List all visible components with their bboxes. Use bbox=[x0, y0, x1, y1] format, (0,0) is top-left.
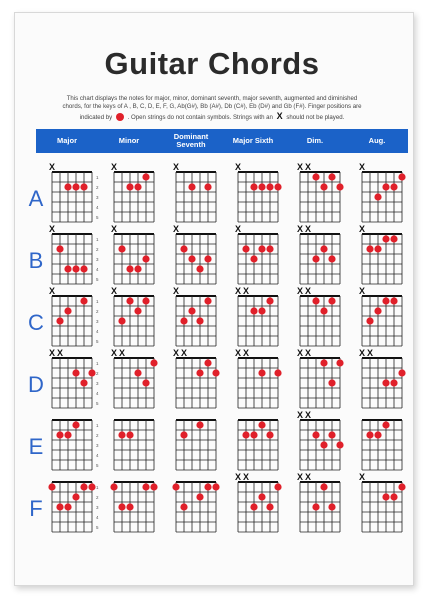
fret-number: 3 bbox=[96, 505, 99, 510]
mute-x-icon: X bbox=[110, 224, 118, 234]
fret-number: 1 bbox=[96, 237, 99, 242]
finger-dot bbox=[196, 265, 203, 272]
finger-dot bbox=[250, 255, 257, 262]
mute-x-icon: X bbox=[358, 348, 366, 358]
fret-number: 3 bbox=[96, 195, 99, 200]
finger-dot bbox=[390, 379, 397, 386]
finger-dot bbox=[126, 431, 133, 438]
finger-dot bbox=[196, 493, 203, 500]
finger-dot bbox=[250, 183, 257, 190]
mute-x-icon: X bbox=[180, 348, 188, 358]
finger-dot bbox=[266, 183, 273, 190]
finger-dot bbox=[80, 183, 87, 190]
finger-dot bbox=[242, 245, 249, 252]
finger-dot bbox=[196, 317, 203, 324]
finger-dot bbox=[374, 245, 381, 252]
mute-x-icon: X bbox=[172, 348, 180, 358]
mute-x-icon: X bbox=[304, 162, 312, 172]
row-label-f: F bbox=[29, 496, 43, 521]
finger-dot bbox=[266, 503, 273, 510]
mute-x-icon: X bbox=[304, 410, 312, 420]
finger-dot bbox=[204, 483, 211, 490]
finger-dot bbox=[64, 431, 71, 438]
finger-dot bbox=[204, 255, 211, 262]
finger-dot bbox=[320, 441, 327, 448]
page-title: Guitar Chords bbox=[104, 46, 320, 81]
mute-x-icon: X bbox=[110, 348, 118, 358]
column-header-aug: Aug. bbox=[368, 136, 386, 145]
fret-number: 1 bbox=[96, 361, 99, 366]
row-label-a: A bbox=[28, 186, 44, 211]
mute-x-icon: X bbox=[234, 162, 242, 172]
description-line-3b: . Open strings do not contain symbols. Strings with an bbox=[127, 113, 273, 121]
fret-number: 4 bbox=[96, 453, 99, 458]
fret-number: 3 bbox=[96, 319, 99, 324]
finger-dot bbox=[312, 503, 319, 510]
finger-dot bbox=[328, 297, 335, 304]
finger-dot bbox=[64, 307, 71, 314]
finger-dot bbox=[390, 297, 397, 304]
finger-dot bbox=[88, 483, 95, 490]
finger-dot bbox=[118, 317, 125, 324]
finger-dot bbox=[56, 431, 63, 438]
finger-dot bbox=[204, 183, 211, 190]
finger-dot bbox=[258, 307, 265, 314]
mute-x-icon: X bbox=[358, 286, 366, 296]
finger-dot bbox=[72, 265, 79, 272]
finger-dot bbox=[180, 317, 187, 324]
finger-dot bbox=[150, 359, 157, 366]
fret-number: 4 bbox=[96, 329, 99, 334]
finger-dot bbox=[64, 265, 71, 272]
fret-number: 2 bbox=[96, 309, 99, 314]
finger-dot bbox=[312, 173, 319, 180]
mute-x-icon: X bbox=[304, 348, 312, 358]
mute-x-icon: X bbox=[358, 472, 366, 482]
fret-number: 4 bbox=[96, 205, 99, 210]
finger-dot bbox=[382, 421, 389, 428]
finger-dot bbox=[390, 493, 397, 500]
fret-number: 2 bbox=[96, 247, 99, 252]
finger-dot bbox=[56, 317, 63, 324]
finger-dot bbox=[390, 183, 397, 190]
fret-number: 2 bbox=[96, 495, 99, 500]
fret-number: 5 bbox=[96, 463, 99, 468]
mute-x-icon: X bbox=[110, 162, 118, 172]
mute-x-icon: X bbox=[296, 348, 304, 358]
finger-dot bbox=[398, 369, 405, 376]
column-header-dim: Dim. bbox=[306, 136, 324, 145]
finger-dot bbox=[126, 183, 133, 190]
column-header-minor: Minor bbox=[118, 136, 140, 145]
finger-dot bbox=[250, 503, 257, 510]
row-label-d: D bbox=[28, 372, 44, 397]
fret-number: 4 bbox=[96, 391, 99, 396]
mute-x-icon: X bbox=[242, 286, 250, 296]
finger-dot bbox=[336, 183, 343, 190]
finger-dot bbox=[266, 431, 273, 438]
finger-dot bbox=[382, 493, 389, 500]
mute-x-icon: X bbox=[304, 224, 312, 234]
finger-dot bbox=[204, 297, 211, 304]
finger-dot bbox=[212, 483, 219, 490]
mute-x-icon: X bbox=[56, 348, 64, 358]
finger-dot bbox=[150, 483, 157, 490]
row-label-e: E bbox=[28, 434, 44, 459]
mute-x-icon: X bbox=[172, 224, 180, 234]
description-line-1: This chart displays the notes for major, minor, dominant seventh, major seventh, augmented and diminished bbox=[66, 95, 358, 102]
fret-number: 1 bbox=[96, 423, 99, 428]
mute-x-icon: X bbox=[358, 224, 366, 234]
fret-number: 1 bbox=[96, 175, 99, 180]
finger-dot bbox=[320, 183, 327, 190]
finger-dot bbox=[382, 235, 389, 242]
finger-dot bbox=[80, 379, 87, 386]
column-header-major-sixth: Major Sixth bbox=[232, 136, 274, 145]
finger-dot bbox=[64, 183, 71, 190]
mute-x-icon: X bbox=[366, 348, 374, 358]
mute-x-icon: X bbox=[304, 472, 312, 482]
mute-x-icon: X bbox=[172, 162, 180, 172]
row-label-c: C bbox=[28, 310, 44, 335]
finger-dot bbox=[142, 297, 149, 304]
finger-dot bbox=[312, 255, 319, 262]
finger-dot bbox=[72, 183, 79, 190]
finger-dot bbox=[328, 379, 335, 386]
fret-number: 1 bbox=[96, 485, 99, 490]
mute-x-icon: X bbox=[296, 472, 304, 482]
fret-number: 3 bbox=[96, 257, 99, 262]
finger-dot bbox=[188, 255, 195, 262]
mute-x-icon: X bbox=[358, 162, 366, 172]
finger-dot bbox=[312, 431, 319, 438]
mute-x-icon: X bbox=[48, 286, 56, 296]
finger-dot bbox=[118, 503, 125, 510]
finger-dot bbox=[118, 431, 125, 438]
mute-x-icon: X bbox=[276, 110, 283, 121]
mute-x-icon: X bbox=[48, 348, 56, 358]
finger-dot bbox=[258, 245, 265, 252]
finger-dot bbox=[250, 307, 257, 314]
fret-number: 5 bbox=[96, 525, 99, 530]
finger-dot bbox=[134, 307, 141, 314]
fret-number: 5 bbox=[96, 401, 99, 406]
finger-dot bbox=[142, 173, 149, 180]
mute-x-icon: X bbox=[234, 286, 242, 296]
mute-x-icon: X bbox=[242, 348, 250, 358]
finger-dot bbox=[320, 307, 327, 314]
finger-dot bbox=[320, 483, 327, 490]
description-line-3a: indicated by bbox=[79, 113, 113, 121]
fret-number: 5 bbox=[96, 339, 99, 344]
fret-number: 3 bbox=[96, 381, 99, 386]
finger-dot bbox=[126, 265, 133, 272]
finger-dot bbox=[366, 431, 373, 438]
finger-dot bbox=[126, 503, 133, 510]
finger-dot bbox=[180, 245, 187, 252]
finger-dot bbox=[118, 245, 125, 252]
finger-dot bbox=[374, 307, 381, 314]
description-line-2: chords, for the keys of A , B, C, D, E, F, G, Ab(G#), Bb (A#), Db (C#), Eb (D#) and Gb (F#). Finger positions are bbox=[62, 103, 362, 111]
finger-dot bbox=[390, 235, 397, 242]
finger-dot bbox=[382, 297, 389, 304]
finger-dot bbox=[48, 483, 55, 490]
finger-dot bbox=[88, 369, 95, 376]
fret-number: 4 bbox=[96, 267, 99, 272]
mute-x-icon: X bbox=[242, 472, 250, 482]
mute-x-icon: X bbox=[296, 410, 304, 420]
finger-dot bbox=[188, 183, 195, 190]
finger-dot bbox=[328, 173, 335, 180]
mute-x-icon: X bbox=[296, 162, 304, 172]
column-header-dominant-seventh: Dominant Seventh bbox=[173, 132, 209, 149]
column-header-major: Major bbox=[56, 136, 77, 145]
finger-dot bbox=[180, 431, 187, 438]
finger-dot bbox=[328, 431, 335, 438]
finger-dot bbox=[134, 265, 141, 272]
finger-dot bbox=[398, 173, 405, 180]
finger-dot bbox=[80, 297, 87, 304]
finger-dot bbox=[242, 431, 249, 438]
fret-number: 3 bbox=[96, 443, 99, 448]
finger-dot bbox=[142, 483, 149, 490]
finger-dot bbox=[336, 441, 343, 448]
fret-number: 5 bbox=[96, 277, 99, 282]
fret-number: 4 bbox=[96, 515, 99, 520]
finger-dot bbox=[212, 369, 219, 376]
finger-dot bbox=[56, 503, 63, 510]
finger-dot bbox=[134, 369, 141, 376]
finger-dot bbox=[274, 483, 281, 490]
fret-number: 2 bbox=[96, 371, 99, 376]
mute-x-icon: X bbox=[172, 286, 180, 296]
mute-x-icon: X bbox=[48, 162, 56, 172]
finger-dot bbox=[80, 483, 87, 490]
finger-dot bbox=[180, 503, 187, 510]
finger-dot bbox=[374, 193, 381, 200]
finger-dot bbox=[196, 369, 203, 376]
mute-x-icon: X bbox=[118, 348, 126, 358]
row-label-b: B bbox=[28, 248, 44, 273]
finger-dot bbox=[134, 183, 141, 190]
mute-x-icon: X bbox=[234, 348, 242, 358]
finger-dot bbox=[312, 297, 319, 304]
finger-dot bbox=[72, 493, 79, 500]
finger-dot bbox=[172, 483, 179, 490]
finger-dot bbox=[142, 255, 149, 262]
fret-number: 5 bbox=[96, 215, 99, 220]
finger-dot bbox=[72, 421, 79, 428]
finger-dot bbox=[366, 245, 373, 252]
fret-number: 2 bbox=[96, 185, 99, 190]
finger-dot bbox=[274, 183, 281, 190]
fret-number: 1 bbox=[96, 299, 99, 304]
finger-dot bbox=[142, 379, 149, 386]
finger-dot bbox=[328, 255, 335, 262]
finger-dot bbox=[64, 503, 71, 510]
finger-dot bbox=[250, 431, 257, 438]
mute-x-icon: X bbox=[234, 472, 242, 482]
finger-dot bbox=[398, 483, 405, 490]
finger-dot bbox=[72, 369, 79, 376]
finger-dot bbox=[336, 359, 343, 366]
mute-x-icon: X bbox=[304, 286, 312, 296]
finger-dot bbox=[320, 359, 327, 366]
finger-dot bbox=[196, 421, 203, 428]
finger-dot bbox=[110, 483, 117, 490]
mute-x-icon: X bbox=[110, 286, 118, 296]
mute-x-icon: X bbox=[296, 286, 304, 296]
description-line-3c: should not be played. bbox=[286, 113, 345, 121]
finger-dot bbox=[266, 297, 273, 304]
finger-dot bbox=[56, 245, 63, 252]
finger-dot bbox=[126, 297, 133, 304]
finger-dot bbox=[204, 359, 211, 366]
finger-dot bbox=[382, 183, 389, 190]
finger-dot bbox=[382, 379, 389, 386]
finger-dot bbox=[80, 265, 87, 272]
mute-x-icon: X bbox=[234, 224, 242, 234]
finger-dot bbox=[258, 421, 265, 428]
finger-dot bbox=[258, 369, 265, 376]
mute-x-icon: X bbox=[296, 224, 304, 234]
finger-dot bbox=[188, 307, 195, 314]
finger-dot bbox=[374, 431, 381, 438]
finger-dot bbox=[366, 317, 373, 324]
finger-dot bbox=[258, 493, 265, 500]
finger-dot bbox=[320, 245, 327, 252]
finger-dot bbox=[328, 503, 335, 510]
finger-dot bbox=[274, 369, 281, 376]
finger-dot bbox=[266, 245, 273, 252]
mute-x-icon: X bbox=[48, 224, 56, 234]
fret-number: 2 bbox=[96, 433, 99, 438]
finger-dot bbox=[258, 183, 265, 190]
